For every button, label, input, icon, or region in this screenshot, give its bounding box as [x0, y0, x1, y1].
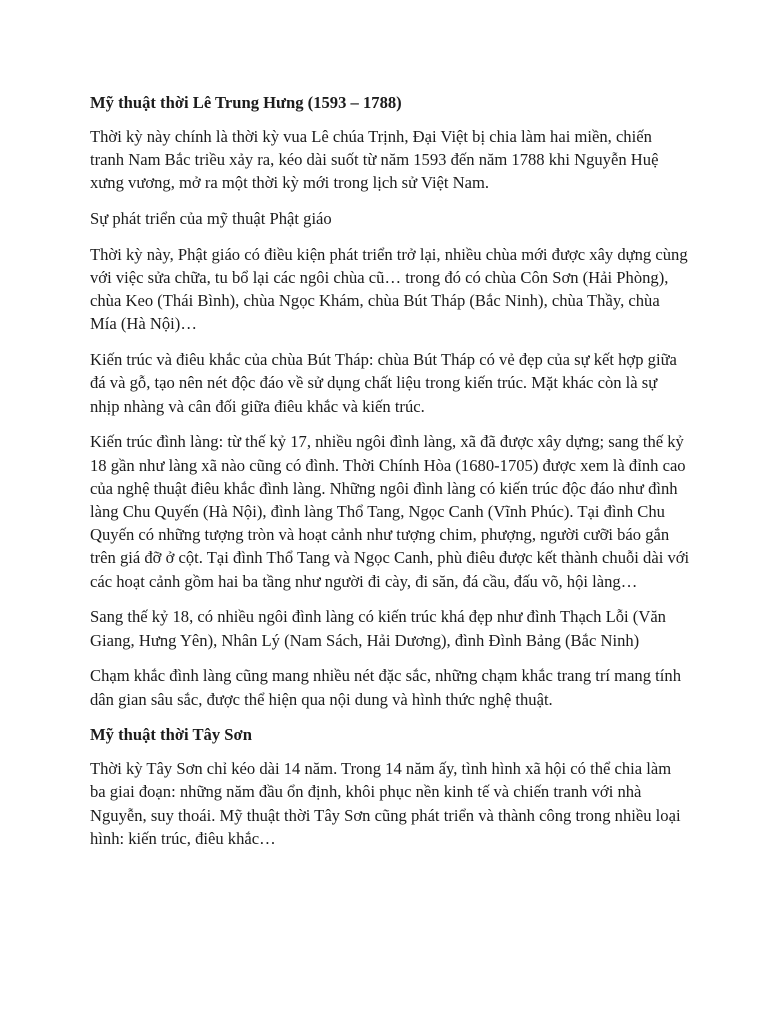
section-heading-le-trung-hung: Mỹ thuật thời Lê Trung Hưng (1593 – 1788) [90, 93, 402, 112]
subheading-buddhist-art: Sự phát triển của mỹ thuật Phật giáo [90, 209, 332, 228]
document-body [90, 91, 690, 863]
section-heading-tay-son: Mỹ thuật thời Tây Sơn [90, 725, 252, 745]
paragraph-tay-son: Thời kỳ Tây Sơn chỉ kéo dài 14 năm. Trong 14 năm ấy, tình hình xã hội có thể chia làm ba giai đoạn: những năm đầu ổn định, khôi phục nền kinh tế và chiến tranh với nhà Nguyễn, suy thoái. Mỹ thuật thời Tây Sơn cũng phát triển và thành công trong nhiều loại hình: kiến trúc, điêu khắc… [90, 759, 681, 848]
paragraph-18th-century: Sang thế kỷ 18, có nhiều ngôi đình làng có kiến trúc khá đẹp như đình Thạch Lỗi (Văn Giang, Hưng Yên), Nhân Lý (Nam Sách, Hải Dương), đình Đình Bảng (Bắc Ninh) [90, 607, 666, 650]
paragraph-communal-houses: Kiến trúc đình làng: từ thế kỷ 17, nhiều ngôi đình làng, xã đã được xây dựng; sang thế kỷ 18 gần như làng xã nào cũng có đình. Thời Chính Hòa (1680-1705) được xem là đỉnh cao của nghệ thuật điêu khắc đình làng. Những ngôi đình làng có kiến trúc độc đáo như đình làng Chu Quyến (Hà Nội), đình làng Thổ Tang, Ngọc Canh (Vĩnh Phúc). Tại đình Chu Quyến có những tượng tròn và hoạt cảnh như tượng chim, phượng, người cưỡi báo gắn trên giá đỡ ở cột. Tại đình Thổ Tang và Ngọc Canh, phù điêu được kết thành chuỗi dài với các hoạt cảnh gồm hai ba tầng như người đi cày, đi săn, đá cầu, đấu võ, hội làng… [90, 432, 690, 591]
paragraph-carvings: Chạm khắc đình làng cũng mang nhiều nét đặc sắc, những chạm khắc trang trí mang tính dân gian sâu sắc, được thể hiện qua nội dung và hình thức nghệ thuật. [90, 666, 681, 709]
paragraph-pagodas: Thời kỳ này, Phật giáo có điều kiện phát triển trở lại, nhiều chùa mới được xây dựng cùng với việc sửa chữa, tu bổ lại các ngôi chùa cũ… trong đó có chùa Côn Sơn (Hải Phòng), chùa Keo (Thái Bình), chùa Ngọc Khám, chùa Bút Tháp (Bắc Ninh), chùa Thầy, chùa Mía (Hà Nội)… [90, 244, 688, 334]
paragraph-but-thap: Kiến trúc và điêu khắc của chùa Bút Tháp: chùa Bút Tháp có vẻ đẹp của sự kết hợp giữa đá và gỗ, tạo nên nét độc đáo về sử dụng chất liệu trong kiến trúc. Mặt khác còn là sự nhịp nhàng và cân đối giữa điêu khắc và kiến trúc. [90, 350, 677, 416]
paragraph-intro: Thời kỳ này chính là thời kỳ vua Lê chúa Trịnh, Đại Việt bị chia làm hai miền, chiến tranh Nam Bắc triều xảy ra, kéo dài suốt từ năm 1593 đến năm 1788 khi Nguyễn Huệ xưng vương, mở ra một thời kỳ mới trong lịch sử Việt Nam. [90, 126, 659, 193]
